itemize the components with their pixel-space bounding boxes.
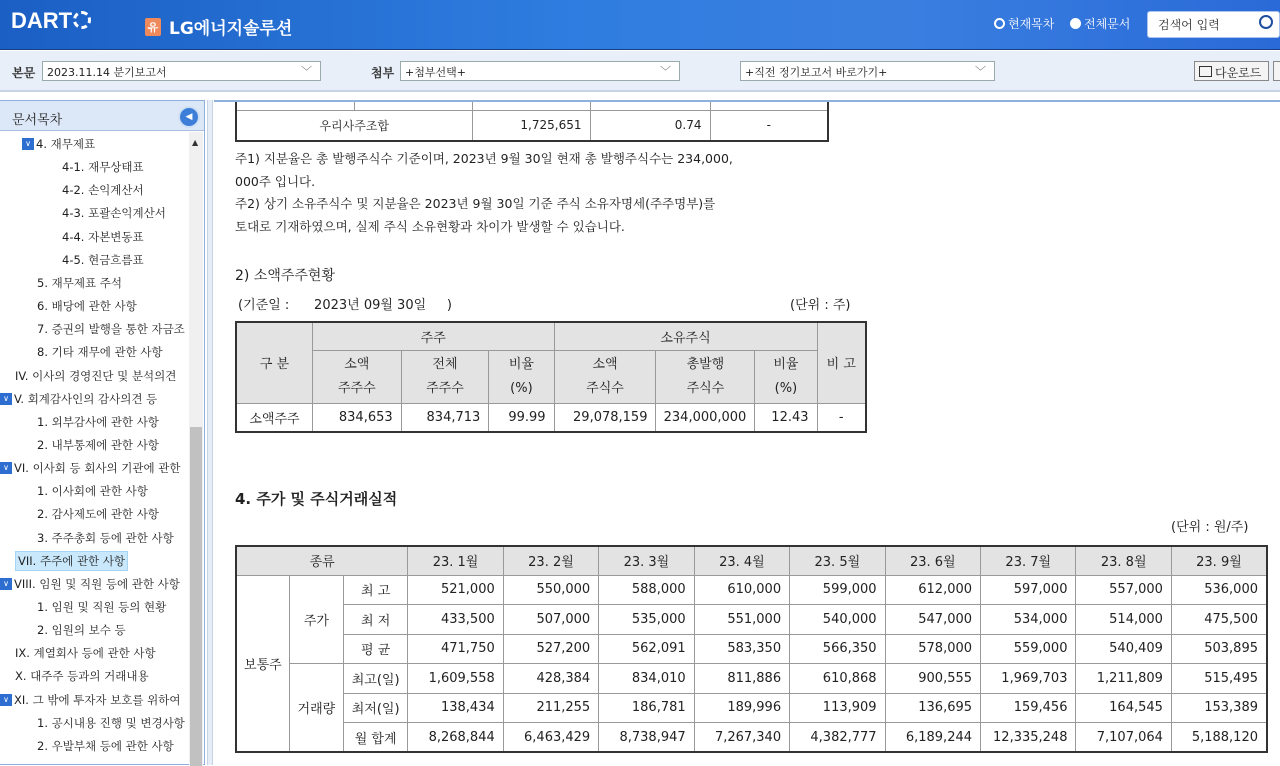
base-date: (기준일 : 2023년 09월 30일 ) — [238, 298, 452, 313]
cell: 515,495 — [1171, 664, 1267, 694]
toc-item[interactable] — [37, 412, 159, 432]
month-header: 23. 7월 — [981, 546, 1076, 575]
cell: 소액주주 — [236, 403, 312, 432]
cell: 612,000 — [885, 575, 980, 605]
month-header: 23. 4월 — [694, 546, 789, 575]
radio-icon — [1070, 18, 1081, 29]
cell: 4,382,777 — [790, 723, 885, 753]
cell: 599,000 — [790, 575, 885, 605]
toc-item-label: 4-5. 현금흐름표 — [62, 252, 144, 267]
toc-item[interactable] — [37, 504, 159, 524]
toc-item[interactable] — [37, 435, 159, 455]
header-cell: 비율 (%) — [755, 350, 817, 403]
chevron-down-icon: ﹀ — [660, 65, 671, 78]
cell: 8,738,947 — [599, 723, 694, 753]
row-label: 최저(일) — [344, 693, 408, 723]
header-cell: 종류 — [236, 546, 408, 575]
toc-item-label: VII. 주주에 관한 사항 — [18, 553, 126, 568]
attach-select[interactable] — [400, 61, 680, 81]
toc-item-label: 3. 주주총회 등에 관한 사항 — [37, 530, 174, 545]
cell: 12,335,248 — [981, 723, 1076, 753]
cell: 551,000 — [694, 605, 789, 635]
cell: 550,000 — [503, 575, 598, 605]
toc-item[interactable] — [62, 227, 144, 247]
toc-item-label: 1. 이사회에 관한 사항 — [37, 484, 148, 499]
cell: 12.43 — [755, 403, 817, 432]
row-label: 월 합계 — [344, 723, 408, 753]
header-cell: 전체 주주수 — [401, 350, 489, 403]
header-cell: 소액 주식수 — [554, 350, 656, 403]
radio-label: 현재목차 — [1008, 17, 1055, 31]
toc-item[interactable] — [37, 713, 185, 733]
header-cell: 비율 (%) — [489, 350, 554, 403]
toc-item[interactable] — [37, 481, 148, 501]
toc-title: 문서목차 — [0, 101, 204, 131]
toc-item-label: XI. 그 밖에 투자자 보호를 위하여 — [14, 692, 181, 707]
toc-item[interactable] — [15, 551, 128, 571]
header-cell: 소액 주주수 — [312, 350, 401, 403]
cell: 521,000 — [408, 575, 503, 605]
toolbar — [0, 51, 1280, 92]
toc-item[interactable] — [37, 273, 122, 293]
cell: 138,434 — [408, 693, 503, 723]
toc-item[interactable] — [62, 250, 144, 270]
main-doc-label: 본문 — [12, 66, 36, 80]
toc-item[interactable] — [37, 597, 166, 617]
toc-item-label: 1. 임원 및 직원 등의 현황 — [37, 600, 167, 614]
table-row — [236, 693, 1267, 723]
download-button[interactable] — [1194, 61, 1269, 81]
toc-item-label: 4-3. 포괄손익계산서 — [62, 206, 166, 221]
radio-label: 전체문서 — [1084, 17, 1131, 31]
company-name: LG에너지솔루션 — [169, 19, 293, 39]
section-title: 2) 소액주주현황 — [235, 268, 335, 284]
cell: 113,909 — [790, 693, 885, 723]
company-badge: 유 — [145, 18, 161, 36]
toc-item-label: V. 회계감사인의 감사의견 등 — [14, 391, 158, 406]
header-cell: 소유주식 — [554, 322, 817, 350]
month-header: 23. 5월 — [790, 546, 885, 575]
search-placeholder: 검색어 입력 — [1158, 18, 1220, 32]
scroll-up-icon[interactable]: ▲ — [192, 138, 199, 147]
toc-item-label: VI. 이사회 등 회사의 기관에 관한 — [14, 461, 181, 476]
toc-tree — [0, 132, 189, 766]
toc-item[interactable] — [0, 458, 181, 478]
toc-item-label: 4-4. 자본변동표 — [62, 229, 144, 244]
expand-toggle-icon[interactable]: ∨ — [0, 694, 12, 706]
cell: 507,000 — [503, 605, 598, 635]
expand-toggle-icon[interactable]: ∨ — [0, 393, 12, 405]
row-label: 평 균 — [344, 634, 408, 664]
document-content — [214, 100, 1280, 765]
toc-item[interactable] — [37, 620, 126, 640]
search-icon[interactable] — [1259, 15, 1273, 29]
unit-label: (단위 : 원/주) — [1171, 520, 1249, 535]
table-row — [236, 575, 1267, 605]
cell: 234,000,000 — [656, 403, 755, 432]
radio-current-toc[interactable] — [994, 15, 1054, 32]
attach-label: 첨부 — [371, 66, 395, 80]
toc-item-label: 6. 배당에 관한 사항 — [37, 299, 137, 314]
toc-item[interactable] — [37, 296, 137, 316]
logo-text: DART — [11, 8, 73, 33]
row-label: 최 저 — [344, 605, 408, 635]
cell: 6,189,244 — [885, 723, 980, 753]
cell: 540,409 — [1076, 634, 1171, 664]
radio-icon — [994, 18, 1005, 29]
row-label: 최 고 — [344, 575, 408, 605]
header-cell: 구 분 — [236, 322, 312, 403]
splitter[interactable] — [207, 100, 213, 765]
cell: 1,211,809 — [1076, 664, 1171, 694]
footnotes — [235, 148, 825, 238]
cell: 153,389 — [1171, 693, 1267, 723]
cell: 527,200 — [503, 634, 598, 664]
toc-item[interactable] — [62, 180, 144, 200]
cell: 159,456 — [981, 693, 1076, 723]
expand-toggle-icon[interactable]: ∨ — [0, 462, 12, 474]
cell: 5,188,120 — [1171, 723, 1267, 753]
cell: 7,107,064 — [1076, 723, 1171, 753]
cell: 7,267,340 — [694, 723, 789, 753]
toc-item[interactable] — [0, 574, 180, 594]
cell: 186,781 — [599, 693, 694, 723]
group-cell: 거래량 — [289, 664, 343, 753]
toc-item[interactable] — [37, 342, 163, 362]
expand-toggle-icon[interactable]: ∨ — [0, 578, 12, 590]
toc-item[interactable] — [62, 203, 166, 223]
table-row — [236, 111, 828, 141]
table-row — [236, 605, 1267, 635]
expand-toggle-icon[interactable]: ∨ — [22, 138, 34, 150]
toc-item-label: X. 대주주 등과의 거래내용 — [15, 669, 149, 684]
cell: 8,268,844 — [408, 723, 503, 753]
select-value: +첨부선택+ — [405, 66, 466, 79]
cell: 475,500 — [1171, 605, 1267, 635]
toc-item[interactable] — [0, 389, 157, 409]
toc-item-label: 8. 기타 재무에 관한 사항 — [37, 345, 163, 360]
cell: 834,010 — [599, 664, 694, 694]
cell: 597,000 — [981, 575, 1076, 605]
toc-item[interactable] — [15, 643, 156, 663]
toc-item[interactable] — [15, 666, 149, 686]
toc-item[interactable] — [0, 690, 181, 710]
select-value: +직전 정기보고서 바로가기+ — [745, 66, 888, 79]
cell: 164,545 — [1076, 693, 1171, 723]
footnote-2: 주2) 상기 소유주식수 및 지분율은 2023년 9월 30일 기준 주식 소유자명세(주주명부)를 — [235, 196, 716, 211]
select-value: 2023.11.14 분기보고서 — [47, 66, 167, 79]
cell: 610,000 — [694, 575, 789, 605]
scrollbar-thumb[interactable] — [190, 427, 202, 766]
company-title — [145, 14, 292, 39]
cell: 433,500 — [408, 605, 503, 635]
toc-item-label: 4-2. 손익계산서 — [62, 183, 144, 198]
toc-item-label: IV. 이사의 경영진단 및 분석의견 — [15, 368, 177, 383]
toc-item[interactable] — [22, 134, 95, 154]
toc-item[interactable] — [15, 366, 176, 386]
table-row — [236, 664, 1267, 694]
collapse-sidebar-button[interactable]: ◀ — [178, 106, 200, 128]
cell: 562,091 — [599, 634, 694, 664]
toc-item[interactable] — [62, 157, 144, 177]
cell: 우리사주조합 — [236, 111, 472, 141]
header-cell: 비 고 — [817, 322, 866, 403]
header-cell: 주주 — [312, 322, 554, 350]
toc-item-label: 5. 재무제표 주석 — [37, 275, 122, 290]
toc-item-label: 2. 내부통제에 관한 사항 — [37, 437, 159, 452]
row-label: 최고(일) — [344, 664, 408, 694]
header — [0, 0, 1280, 50]
cell: 189,996 — [694, 693, 789, 723]
toc-item-label: 2. 임원의 보수 등 — [37, 623, 126, 638]
cell: 534,000 — [981, 605, 1076, 635]
table-row — [236, 634, 1267, 664]
toc-item-label: 1. 공시내용 진행 및 변경사항 — [37, 715, 185, 730]
toc-item-label: 1. 외부감사에 관한 사항 — [37, 414, 159, 429]
stock-price-table — [235, 545, 1268, 753]
cell: 559,000 — [981, 634, 1076, 664]
cell: 535,000 — [599, 605, 694, 635]
chevron-down-icon: ﹀ — [301, 65, 312, 78]
cell: 6,463,429 — [503, 723, 598, 753]
cell: 834,653 — [312, 403, 401, 432]
cell: 610,868 — [790, 664, 885, 694]
month-header: 23. 8월 — [1076, 546, 1171, 575]
shareholder-table-tail — [235, 100, 829, 142]
footnote-1-cont: 000주 입니다. — [235, 173, 316, 189]
cell: 588,000 — [599, 575, 694, 605]
month-header: 23. 1월 — [408, 546, 503, 575]
cell: 1,725,651 — [472, 111, 590, 141]
month-header: 23. 2월 — [503, 546, 598, 575]
cell: 29,078,159 — [554, 403, 656, 432]
cell: 540,000 — [790, 605, 885, 635]
table-row — [236, 403, 866, 432]
cell: 428,384 — [503, 664, 598, 694]
chevron-down-icon: ﹀ — [975, 65, 986, 78]
cell: 0.74 — [590, 111, 710, 141]
cell: 834,713 — [401, 403, 489, 432]
toc-item[interactable] — [37, 319, 185, 339]
toc-item-label: VIII. 임원 및 직원 등에 관한 사항 — [14, 576, 180, 591]
month-header: 23. 6월 — [885, 546, 980, 575]
previous-report-select[interactable] — [740, 61, 995, 81]
cell: 578,000 — [885, 634, 980, 664]
cell: 811,886 — [694, 664, 789, 694]
month-header: 23. 3월 — [599, 546, 694, 575]
cell: 547,000 — [885, 605, 980, 635]
cell: 471,750 — [408, 634, 503, 664]
cell: - — [710, 111, 828, 141]
toc-sidebar — [0, 100, 205, 765]
search-input[interactable] — [1147, 11, 1280, 38]
download-label: 다운로드 — [1215, 66, 1262, 80]
toc-item[interactable] — [37, 736, 174, 756]
group-cell: 주가 — [289, 575, 343, 664]
toc-item[interactable] — [37, 528, 174, 548]
main-doc-select[interactable] — [42, 61, 321, 81]
toc-item-label: IX. 계열회사 등에 관한 사항 — [15, 646, 156, 661]
section-heading: 4. 주가 및 주식거래실적 — [235, 490, 398, 508]
cell: 514,000 — [1076, 605, 1171, 635]
logo-icon — [73, 11, 91, 29]
cell: 900,555 — [885, 664, 980, 694]
toc-item-label: 4. 재무제표 — [36, 137, 96, 151]
print-button[interactable] — [1273, 61, 1280, 81]
cell: 1,609,558 — [408, 664, 503, 694]
toc-item-label: 2. 감사제도에 관한 사항 — [37, 507, 159, 522]
toc-item-label: 4-1. 재무상태표 — [62, 160, 144, 175]
table-row — [236, 723, 1267, 753]
cell: 566,350 — [790, 634, 885, 664]
month-header: 23. 9월 — [1171, 546, 1267, 575]
cell: 136,695 — [885, 693, 980, 723]
header-cell: 총발행 주식수 — [656, 350, 755, 403]
stock-type-cell: 보통주 — [236, 575, 289, 752]
minor-shareholders-table — [235, 321, 867, 433]
cell: 211,255 — [503, 693, 598, 723]
footnote-1: 주1) 지분율은 총 발행주식수 기준이며, 2023년 9월 30일 현재 총 발행주식수는 234,000, — [235, 151, 733, 166]
footnote-2-cont: 토대로 기재하였으며, 실제 주식 소유현황과 차이가 발생할 수 있습니다. — [235, 218, 625, 234]
unit-label: (단위 : 주) — [790, 298, 851, 313]
cell: - — [817, 403, 866, 432]
cell: 536,000 — [1171, 575, 1267, 605]
cell: 99.99 — [489, 403, 554, 432]
radio-all-docs[interactable] — [1070, 15, 1130, 32]
cell: 583,350 — [694, 634, 789, 664]
cell: 1,969,703 — [981, 664, 1076, 694]
toc-item-label: 2. 우발부채 등에 관한 사항 — [37, 738, 174, 753]
dart-logo[interactable] — [11, 8, 91, 34]
toc-item-label: 7. 증권의 발행을 통한 자금조 — [37, 322, 185, 337]
cell: 503,895 — [1171, 634, 1267, 664]
sidebar-scrollbar[interactable] — [189, 132, 203, 766]
cell: 557,000 — [1076, 575, 1171, 605]
